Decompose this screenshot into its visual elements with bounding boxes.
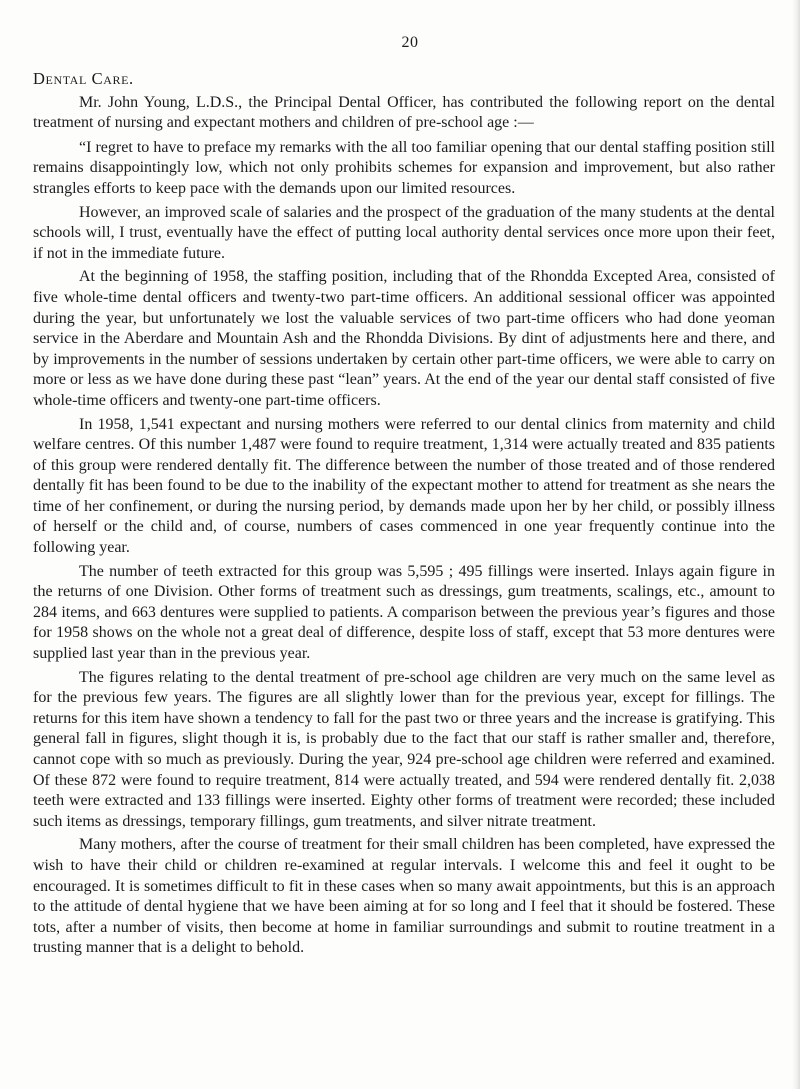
paragraph-mothers-referred: In 1958, 1,541 expectant and nursing mothers were referred to our dental clinics from maternity and child welfare centres. Of this number 1,487 were found to require treatment, 1,314 were actually treated and 835 patients of this group were rendered dentally fit. The difference between the number of those treated and of those rendered dentally fit has been found to be due to the inability of the expectant mother to attend for treatment as she nears the time of her confinement, or during the nursing period, by demands made upon her by her child, or possibly illness of herself or the child and, of course, numbers of cases commenced in one year frequently continue into the following year. xyxy=(33,415,775,557)
page-edge-shadow xyxy=(792,0,800,1089)
intro-paragraph: Mr. John Young, L.D.S., the Principal Dental Officer, has contributed the following report on the dental treatment of nursing and expectant mothers and children of pre-school age :— xyxy=(33,93,775,132)
paragraph-salaries: However, an improved scale of salaries and the prospect of the graduation of the many students at the dental schools will, I trust, eventually have the effect of putting local authority dental services once more upon their feet, if not in the immediate future. xyxy=(33,203,775,262)
section-heading: Dental Care. xyxy=(33,69,134,88)
paragraph-pre-school-children: The figures relating to the dental treatment of pre-school age children are very much on the same level as for the previous few years. The figures are all slightly lower than for the previous year, except for fillings. The returns for this item have shown a tendency to fall for the past two or three years and the increase is gratifying. This general fall in figures, slight though it is, is probably due to the fact that our staff is rather smaller and, therefore, cannot cope with so much as previously. During the year, 924 pre-school age children were referred and examined. Of these 872 were found to require treatment, 814 were actually treated, and 594 were rendered dentally fit. 2,038 teeth were extracted and 133 fillings were inserted. Eighty other forms of treatment were recorded; these included such items as dressings, temporary fillings, gum treatments, and silver nitrate treatment. xyxy=(33,668,775,830)
paragraph-re-examination: Many mothers, after the course of treatment for their small children has been completed, have expressed the wish to have their child or children re-examined at regular intervals. I welcome this and feel it ought to be encouraged. It is sometimes difficult to fit in these cases when so many await appointments, but this is an approach to the attitude of dental hygiene that we have been aiming at for so long and I feel that it should be fostered. These tots, after a number of visits, then become at home in familiar surroundings and submit to routine treatment in a trusting manner that is a delight to behold. xyxy=(33,836,775,957)
paragraph-staffing-regret: “I regret to have to preface my remarks with the all too familiar opening that our dental staffing position still remains disappointingly low, which not only prohibits schemes for expansion and improvement, but also rather strangles efforts to keep pace with the demands upon our limited resources. xyxy=(33,138,775,197)
page-number: 20 xyxy=(401,34,419,51)
paragraph-teeth-extracted: The number of teeth extracted for this group was 5,595 ; 495 fillings were inserted. Inlays again figure in the returns of one Division. Other forms of treatment such as dressings, gum treatments, scalings, etc., amount to 284 items, and 663 dentures were supplied to patients. A comparison between the previous year’s figures and those for 1958 shows on the whole not a great deal of difference, despite loss of staff, except that 53 more dentures were supplied last year than in the previous year. xyxy=(33,562,775,663)
dental-care-section xyxy=(33,69,775,962)
paragraph-staffing-1958: At the beginning of 1958, the staffing position, including that of the Rhondda Excepted Area, consisted of five whole-time dental officers and twenty-two part-time officers. An additional sessional officer was appointed during the year, but unfortunately we lost the valuable services of two part-time officers who had done yeoman service in the Aberdare and Mountain Ash and the Rhondda Divisions. By dint of adjustments here and there, and by improvements in the number of sessions undertaken by certain other part-time officers, we were able to carry on more or less as we have done during these past “lean” years. At the end of the year our dental staff consisted of five whole-time officers and twenty-one part-time officers. xyxy=(33,268,775,409)
